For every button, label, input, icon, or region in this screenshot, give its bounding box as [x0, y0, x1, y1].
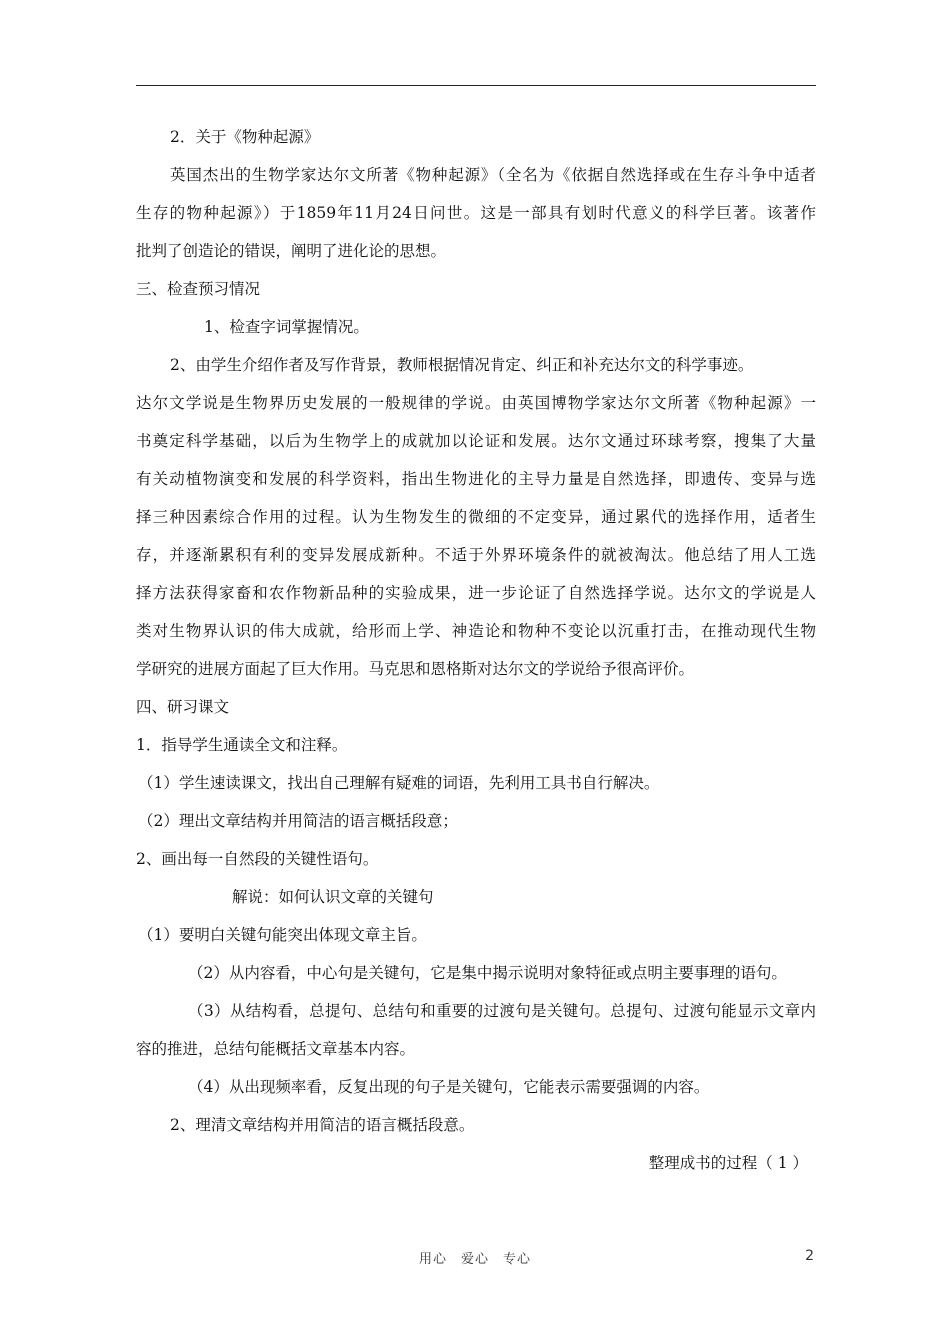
- section-heading: 四、研习课文: [136, 698, 230, 716]
- paragraph-line: 批判了创造论的错误，阐明了进化论的思想。: [136, 242, 447, 260]
- paragraph-line: 择三种因素综合作用的过程。认为生物发生的微细的不定变异，通过累代的选择作用，适者生: [136, 508, 816, 526]
- section-heading: 2．关于《物种起源》: [170, 128, 320, 146]
- paragraph-line: （2）从内容看，中心句是关键句，它是集中揭示说明对象特征或点明主要事理的语句。: [188, 964, 787, 982]
- paragraph-line: 存，并逐渐累积有利的变异发展成新种。不适于外界环境条件的就被淘汰。他总结了用人工选: [136, 546, 816, 564]
- paragraph-line: 容的推进，总结句能概括文章基本内容。: [136, 1040, 416, 1058]
- paragraph-line: 2、画出每一自然段的关键性语句。: [136, 850, 379, 868]
- page-number: 2: [805, 1248, 814, 1264]
- paragraph-line: 1、检查字词掌握情况。: [204, 318, 369, 336]
- paragraph-line: 生存的物种起源》）于1859年11月24日问世。这是一部具有划时代意义的科学巨著。该著作: [136, 204, 816, 222]
- paragraph-line: 类对生物界认识的伟大成就，给形而上学、神造论和物种不变论以沉重打击，在推动现代生物: [136, 622, 816, 640]
- paragraph-line: 学研究的进展方面起了巨大作用。马克思和恩格斯对达尔文的学说给予很高评价。: [136, 660, 695, 678]
- paragraph-line: 书奠定科学基础，以后为生物学上的成就加以论证和发展。达尔文通过环球考察，搜集了大量: [136, 432, 816, 450]
- paragraph-line: 整理成书的过程（ 1 ）: [648, 1154, 808, 1172]
- paragraph-line: 达尔文学说是生物界历史发展的一般规律的学说。由英国博物学家达尔文所著《物种起源》一: [136, 394, 816, 412]
- paragraph-line: 英国杰出的生物学家达尔文所著《物种起源》（全名为《依据自然选择或在生存斗争中适者: [170, 166, 816, 184]
- paragraph-line: 择方法获得家畜和农作物新品种的实验成果，进一步论证了自然选择学说。达尔文的学说是人: [136, 584, 816, 602]
- paragraph-line: 2、理清文章结构并用简洁的语言概括段意。: [170, 1116, 475, 1134]
- header-rule: [136, 85, 816, 86]
- paragraph-line: 1．指导学生通读全文和注释。: [136, 736, 348, 754]
- section-heading: 三、检查预习情况: [136, 280, 261, 298]
- paragraph-line: （1）要明白关键句能突出体现文章主旨。: [138, 926, 427, 944]
- paragraph-line: （3）从结构看，总提句、总结句和重要的过渡句是关键句。总提句、过渡句能显示文章内: [188, 1002, 816, 1020]
- paragraph-line: （2）理出文章结构并用简洁的语言概括段意；: [138, 812, 458, 830]
- page-footer: [0, 1248, 950, 1272]
- paragraph-line: （1）学生速读课文，找出自己理解有疑难的词语，先利用工具书自行解决。: [138, 774, 660, 792]
- paragraph-line: 有关动植物演变和发展的科学资料，指出生物进化的主导力量是自然选择，即遗传、变异与选: [136, 470, 816, 488]
- footer-motto: 用心 爱心 专心: [418, 1252, 531, 1267]
- subheading: 解说：如何认识文章的关键句: [232, 888, 434, 906]
- paragraph-line: 2、由学生介绍作者及写作背景，教师根据情况肯定、纠正和补充达尔文的科学事迹。: [170, 356, 754, 374]
- document-body: [136, 118, 816, 1182]
- paragraph-line: （4）从出现频率看，反复出现的句子是关键句，它能表示需要强调的内容。: [188, 1078, 710, 1096]
